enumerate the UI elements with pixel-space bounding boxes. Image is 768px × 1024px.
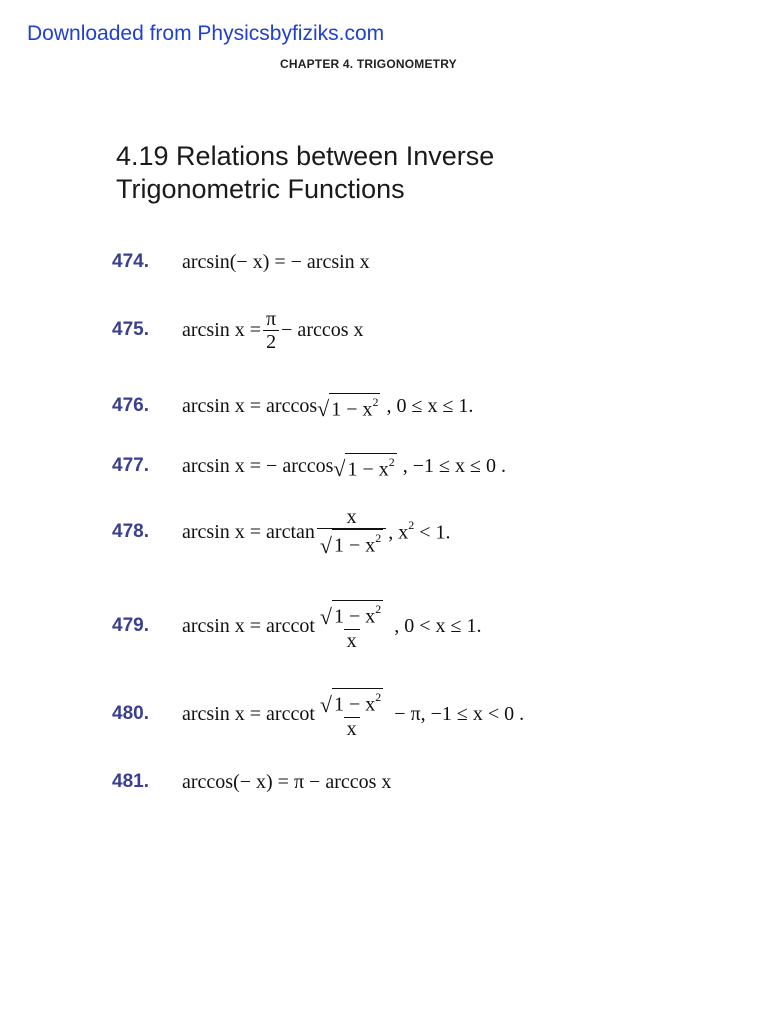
watermark-link[interactable]: Downloaded from Physicsbyfiziks.com — [27, 22, 385, 45]
fraction-numerator — [317, 688, 386, 717]
square-root — [320, 688, 383, 715]
radical-sign: √ — [319, 532, 332, 558]
formula-number: 474. — [112, 251, 149, 272]
radical-sign: √ — [317, 396, 330, 422]
formula-condition: , $x^2 < 1$. — [388, 517, 451, 544]
radical-sign: √ — [319, 691, 332, 717]
formula-lhs: arcsin x = arctan — [182, 520, 315, 543]
formula-number: 480. — [112, 703, 149, 724]
formula-lhs: arcsin x = — [182, 318, 262, 341]
formula-rhs: − arccos x — [281, 318, 364, 341]
fraction — [317, 600, 386, 652]
formula-expression: arccos(− x) = π − arccos x — [182, 770, 392, 793]
formula-number: 476. — [112, 395, 149, 416]
fraction — [317, 688, 386, 740]
formula-expression — [182, 600, 482, 652]
formula-lhs: arcsin x = − arccos — [182, 454, 334, 477]
fraction-numerator: π — [266, 307, 277, 330]
section-title-line1: 4.19 Relations between Inverse — [116, 141, 495, 171]
formula-number: 481. — [112, 771, 149, 792]
formula-condition: , 0 < x ≤ 1. — [394, 614, 482, 637]
section-title — [116, 140, 494, 206]
fraction — [263, 308, 279, 353]
formula-expression — [182, 393, 473, 420]
formula-condition: , −1 ≤ x ≤ 0 . — [402, 454, 506, 477]
fraction-numerator — [317, 600, 386, 629]
fraction-numerator: x — [346, 506, 357, 529]
formula-number: 479. — [112, 615, 149, 636]
formula-expression — [182, 506, 451, 558]
formula-expression — [182, 453, 506, 480]
formula-lhs: arcsin x = arccot — [182, 702, 315, 725]
square-root — [333, 453, 396, 480]
chapter-header: CHAPTER 4. TRIGONOMETRY — [280, 57, 457, 71]
radical-sign: √ — [319, 603, 332, 629]
formula-number: 477. — [112, 455, 149, 476]
formula-expression: arcsin(− x) = − arcsin x — [182, 250, 370, 273]
formula-number: 475. — [112, 319, 149, 340]
formula-expression — [182, 688, 524, 740]
formula-lhs: arcsin x = arccos — [182, 394, 318, 417]
square-root — [317, 393, 380, 420]
section-title-line2: Trigonometric Functions — [116, 174, 405, 204]
square-root — [320, 600, 383, 627]
fraction-denominator: x — [344, 629, 360, 652]
radicand: $1 - x^2$ — [333, 602, 382, 628]
fraction — [317, 506, 386, 558]
fraction-denominator — [317, 528, 386, 558]
radicand: $1 - x^2$ — [331, 394, 379, 421]
fraction-denominator: x — [344, 717, 360, 740]
formula-condition: − π, −1 ≤ x < 0 . — [394, 702, 525, 725]
radicand: $1 - x^2$ — [333, 690, 382, 716]
radical-sign: √ — [333, 456, 346, 482]
square-root — [320, 529, 383, 556]
radicand: $1 - x^2$ — [347, 454, 395, 481]
formula-condition: , 0 ≤ x ≤ 1. — [386, 394, 474, 417]
formula-expression — [182, 308, 364, 353]
radicand: $1 - x^2$ — [333, 531, 382, 557]
fraction-denominator: 2 — [263, 330, 279, 353]
formula-lhs: arcsin x = arccot — [182, 614, 315, 637]
formula-number: 478. — [112, 521, 149, 542]
